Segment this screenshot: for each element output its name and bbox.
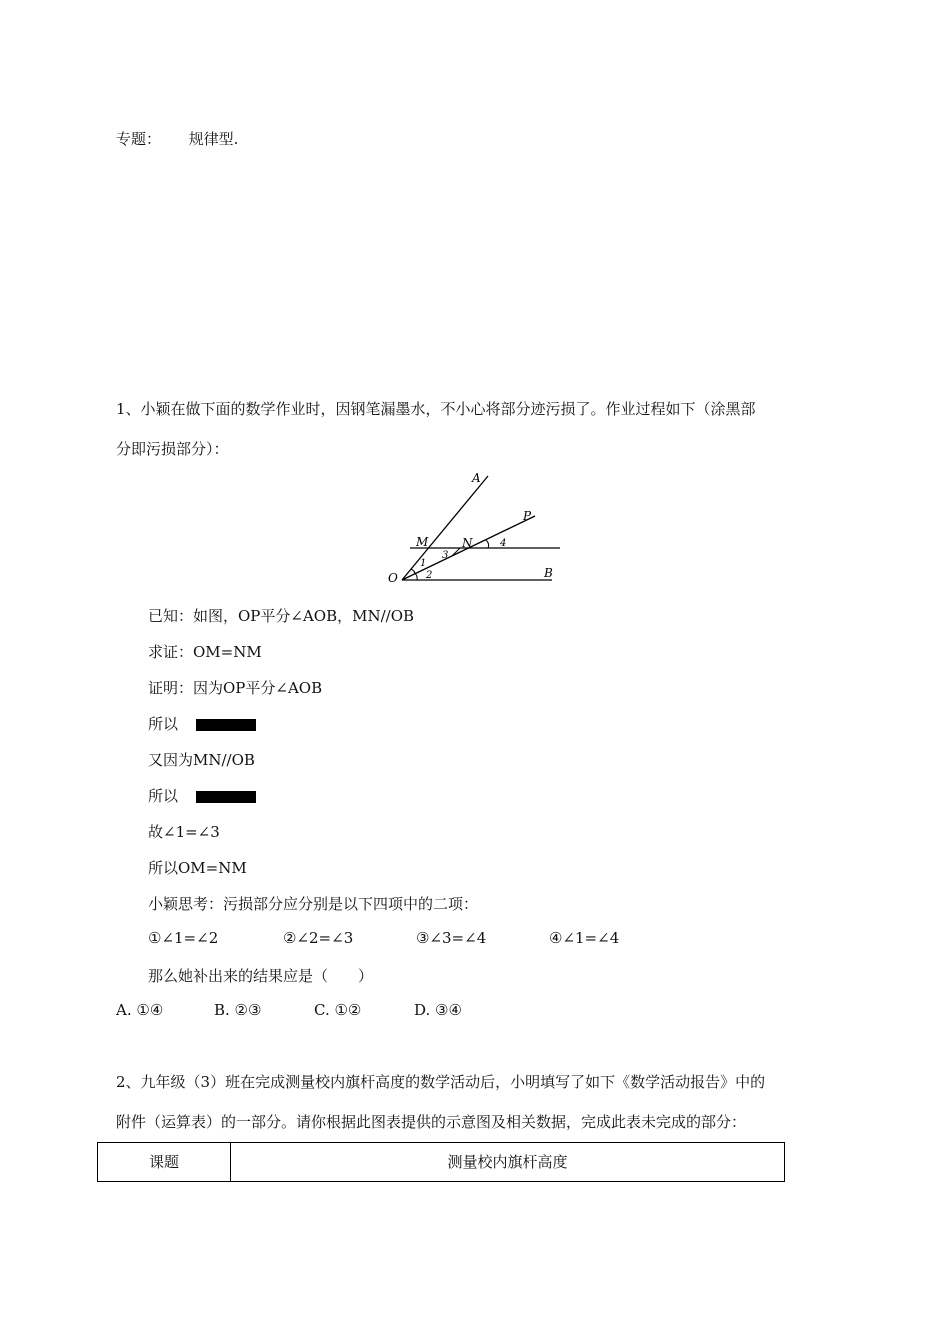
label-N: N bbox=[462, 536, 473, 550]
redacted-block-2 bbox=[196, 791, 256, 803]
arc-angle-4 bbox=[486, 540, 489, 548]
q1-intro-line2: 分即污损部分）： bbox=[116, 440, 229, 458]
table-row bbox=[98, 1143, 785, 1182]
known-line: 已知：如图，OP平分∠AOB，MN//OB bbox=[148, 607, 415, 625]
report-table bbox=[97, 1142, 785, 1182]
so-label-1: 所以 bbox=[148, 715, 179, 733]
arc-angle-1 bbox=[411, 569, 415, 574]
label-angle-4: 4 bbox=[500, 538, 507, 549]
label-M: M bbox=[416, 535, 429, 549]
so-line-2 bbox=[148, 785, 256, 807]
q1-intro-line1: 1、小颖在做下面的数学作业时，因钢笔漏墨水，不小心将部分迹污损了。作业过程如下（涂黑部 bbox=[116, 400, 756, 418]
label-angle-3: 3 bbox=[442, 550, 449, 561]
prove-line: 求证：OM=NM bbox=[148, 643, 262, 661]
choice-c: C. ①② bbox=[314, 1001, 362, 1019]
question-line: 那么她补出来的结果应是（ ） bbox=[148, 967, 374, 985]
topic-value: 规律型. bbox=[188, 130, 239, 148]
hence-line: 故∠1=∠3 bbox=[148, 823, 220, 841]
item-2: ②∠2=∠3 bbox=[283, 929, 354, 947]
choice-a: A. ①④ bbox=[116, 1001, 164, 1019]
so-line-1 bbox=[148, 713, 256, 735]
item-3: ③∠3=∠4 bbox=[416, 929, 487, 947]
table-cell-topic-label: 课题 bbox=[98, 1143, 231, 1182]
table-cell-topic-value: 测量校内旗杆高度 bbox=[231, 1143, 785, 1182]
choice-d: D. ③④ bbox=[414, 1001, 462, 1019]
proof-line-1: 证明：因为OP平分∠AOB bbox=[148, 679, 323, 697]
label-O: O bbox=[388, 571, 398, 585]
so-line-3: 所以OM=NM bbox=[148, 859, 247, 877]
because-line-2: 又因为MN//OB bbox=[148, 751, 255, 769]
redacted-block-1 bbox=[196, 719, 256, 731]
angle-bisector-figure bbox=[380, 468, 570, 588]
so-label-2: 所以 bbox=[148, 787, 179, 805]
think-line: 小颖思考：污损部分应分别是以下四项中的二项： bbox=[148, 895, 479, 913]
label-A: A bbox=[472, 471, 481, 485]
item-4: ④∠1=∠4 bbox=[549, 929, 620, 947]
label-B: B bbox=[544, 566, 553, 580]
topic-label: 专题： bbox=[116, 130, 162, 148]
label-angle-1: 1 bbox=[420, 558, 427, 569]
ray-OA bbox=[402, 476, 488, 580]
q2-intro-line1: 2、九年级（3）班在完成测量校内旗杆高度的数学活动后，小明填写了如下《数学活动报告》中的 bbox=[116, 1073, 766, 1091]
topic-line bbox=[116, 128, 238, 149]
label-P: P bbox=[523, 509, 532, 523]
item-1: ①∠1=∠2 bbox=[148, 929, 219, 947]
choice-b: B. ②③ bbox=[214, 1001, 262, 1019]
q2-intro-line2: 附件（运算表）的一部分。请你根据此图表提供的示意图及相关数据，完成此表未完成的部分： bbox=[116, 1113, 747, 1131]
label-angle-2: 2 bbox=[426, 570, 433, 581]
